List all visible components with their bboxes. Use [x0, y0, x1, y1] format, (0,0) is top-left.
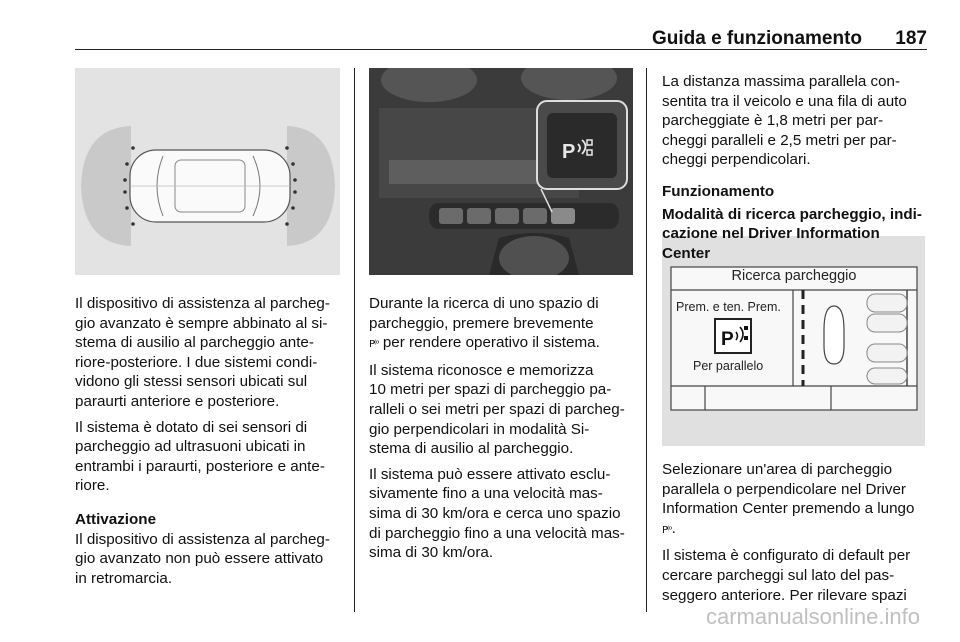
paragraph-sensors: Il sistema è dotato di sei sensori di parcheggio ad ultrasuoni ubicati in entrambi i paraurti, posteriore e ante- riore. [75, 418, 325, 495]
paragraph-distance: La distanza massima parallela con- sentita tra il veicolo e una fila di auto parcheggiate è 1,8 metri per par- cheggi paralleli e 2,5 metri per par- cheggi perpendicolari. [662, 73, 907, 169]
page-number: 187 [895, 28, 927, 49]
heading-funzionamento: Funzionamento [662, 182, 775, 200]
dic-display-illustration [662, 236, 925, 446]
parking-button-icon: P⁽ᵒ [369, 339, 379, 351]
car-sensor-illustration [75, 68, 340, 275]
column-1 [75, 294, 347, 594]
paragraph-intro: Il dispositivo di assistenza al parcheg- gio avanzato è sempre abbinato al si- stema di ausilio al parcheggio ante- riore-posteriore. I due sistemi condi- vidono gli stessi sensori ubicati sul paraurti anteriore e posteriore. [75, 295, 330, 410]
paragraph-select [662, 460, 928, 540]
paragraph-default: Il sistema è configurato di default per cercare parcheggi sul lato del pas- seggero anteriore. Per rilevare spazi [662, 547, 911, 604]
dic-parking-type: Per parallelo [693, 359, 764, 373]
paragraph-select-end: . [671, 519, 676, 537]
header-rule [75, 49, 927, 50]
dic-title: Ricerca parcheggio [731, 268, 857, 284]
paragraph-memorize: Il sistema riconosce e memorizza 10 metri per spazi di parcheggio pa- ralleli o sei metri per spazi di parcheg- gio perpendicolari in modalità Si- stema di ausilio al parcheggio. [369, 361, 625, 458]
heading-search-mode: Modalità di ricerca parcheggio, indi- cazione nel Driver Information Center [662, 205, 922, 262]
paragraph-search-text-end: per rendere operativo il sistema. [378, 334, 600, 352]
dic-mode-label: Prem. e ten. Prem. [676, 300, 781, 314]
paragraph-select-text: Selezionare un'area di parcheggio parallela o perpendicolare nel Driver Information Center premendo a lungo [662, 461, 915, 518]
column-divider-1 [354, 68, 355, 612]
page-header [75, 28, 927, 48]
svg-text:P: P [562, 141, 576, 163]
column-divider-2 [646, 68, 647, 612]
heading-attivazione: Attivazione [75, 510, 157, 528]
paragraph-activation: Il dispositivo di assistenza al parcheg- gio avanzato non può essere attivato in retromarcia. [75, 530, 330, 587]
watermark: carmanualsonline.info [705, 604, 920, 629]
parking-button-icon: P⁽ᵒ [662, 524, 672, 536]
svg-text:P: P [721, 329, 734, 350]
console-button-photo [369, 68, 633, 275]
paragraph-search [369, 294, 639, 355]
paragraph-speed: Il sistema può essere attivato esclu- sivamente fino a una velocità mas- sima di 30 km/ora e cerca uno spazio di parcheggio fino a una velocità mas- sima di 30 km/ora. [369, 465, 625, 562]
section-title: Guida e funzionamento [651, 28, 863, 49]
column-3-top [662, 72, 928, 263]
column-2 [369, 294, 639, 569]
column-3-bottom [662, 460, 928, 611]
paragraph-search-text: Durante la ricerca di uno spazio di parcheggio, premere brevemente [369, 295, 599, 332]
